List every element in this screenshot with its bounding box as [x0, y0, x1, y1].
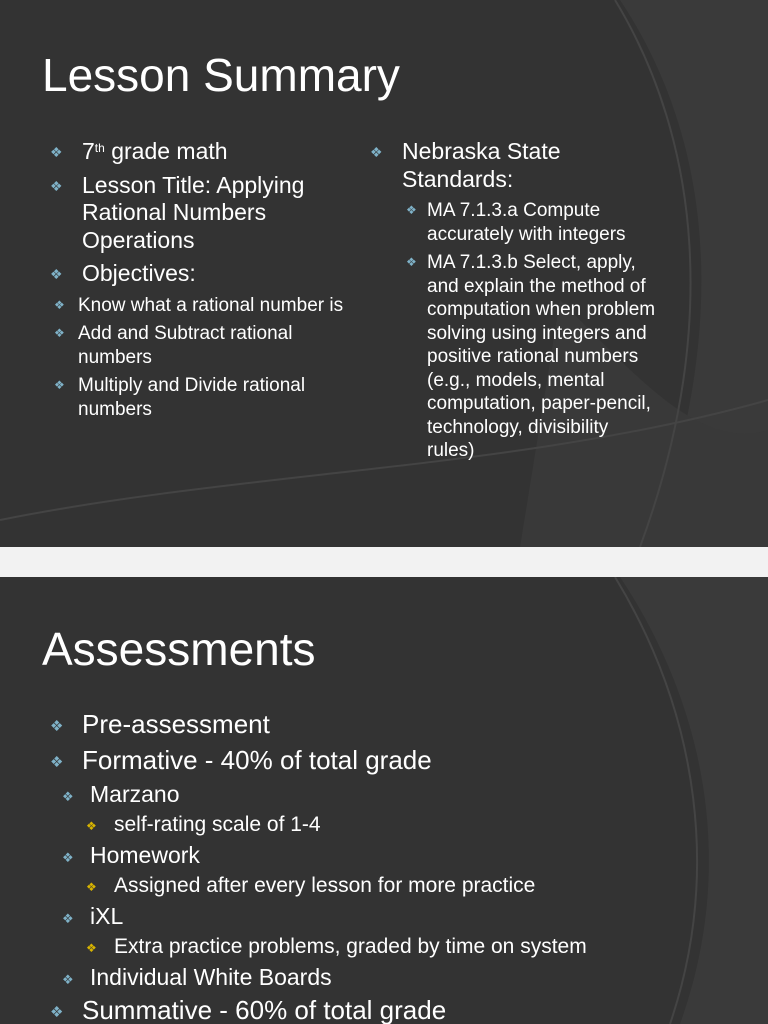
objectives-label: Objectives:	[82, 260, 196, 286]
bullet-homework-detail	[50, 873, 750, 898]
diamond-bullet-icon: ❖	[370, 144, 383, 160]
diamond-bullet-icon: ❖	[54, 297, 65, 312]
objective-text: Know what a rational number is	[78, 294, 344, 316]
diamond-bullet-icon: ❖	[50, 718, 64, 735]
standards-label: Nebraska State Standards:	[402, 138, 561, 192]
bullet-ixl	[50, 903, 750, 930]
item-text: Summative - 60% of total grade	[82, 995, 447, 1024]
diamond-bullet-icon: ❖	[50, 177, 63, 194]
diamond-bullet-icon: ❖	[406, 203, 417, 217]
objective-item	[50, 294, 350, 318]
bullet-lesson-title	[50, 172, 350, 255]
item-text: Assigned after every lesson for more practice	[114, 874, 536, 897]
diamond-bullet-icon: ❖	[62, 911, 74, 926]
bullet-marzano	[50, 781, 750, 808]
diamond-bullet-icon: ❖	[62, 850, 74, 865]
bullet-pre-assessment	[50, 709, 750, 739]
diamond-bullet-icon: ❖	[50, 266, 63, 282]
item-text: Homework	[90, 842, 200, 868]
bullet-whiteboards	[50, 964, 750, 991]
diamond-bullet-icon: ❖	[54, 378, 65, 392]
standard-item	[370, 251, 660, 463]
item-text: Extra practice problems, graded by time on system	[114, 935, 587, 958]
bullet-marzano-detail	[50, 812, 750, 837]
diamond-bullet-icon: ❖	[62, 789, 74, 804]
slide-assessments	[0, 577, 768, 1024]
item-text: Pre-assessment	[82, 709, 270, 739]
standard-item	[370, 199, 660, 246]
bullet-grade	[50, 138, 350, 166]
diamond-bullet-icon: ❖	[86, 941, 97, 955]
diamond-bullet-icon: ❖	[62, 972, 74, 987]
bullet-standards	[370, 138, 600, 193]
objective-text: Add and Subtract rational numbers	[78, 323, 293, 368]
standard-text: MA 7.1.3.b Select, apply, and explain the method of computation when problem solving using integers and positive rational numbers (e.g., models, mental computation, paper-pencil, technology, divisibility rules)	[427, 252, 656, 461]
diamond-bullet-icon: ❖	[86, 880, 97, 894]
diamond-bullet-icon: ❖	[54, 326, 65, 340]
objective-text: Multiply and Divide rational numbers	[78, 375, 306, 420]
lesson-title-text: Lesson Title: Applying Rational Numbers Operations	[82, 171, 305, 253]
standard-text: MA 7.1.3.a Compute accurately with integers	[427, 200, 626, 245]
diamond-bullet-icon: ❖	[86, 819, 97, 833]
diamond-bullet-icon: ❖	[406, 255, 417, 269]
diamond-bullet-icon: ❖	[50, 1004, 64, 1021]
assessment-list	[50, 709, 750, 1024]
bullet-formative	[50, 745, 750, 775]
slide-title: Lesson Summary	[42, 49, 400, 101]
grade-number: 7	[82, 138, 95, 164]
item-text: Formative - 40% of total grade	[82, 745, 432, 775]
grade-superscript: th	[94, 141, 105, 155]
item-text: self-rating scale of 1-4	[114, 813, 321, 836]
item-text: Individual White Boards	[90, 964, 332, 990]
diamond-bullet-icon: ❖	[50, 754, 64, 771]
bullet-objectives	[50, 260, 350, 288]
item-text: Marzano	[90, 781, 180, 807]
left-column	[50, 138, 350, 426]
diamond-bullet-icon: ❖	[50, 144, 63, 160]
objective-item	[50, 374, 350, 421]
bullet-summative	[50, 995, 750, 1024]
bullet-homework	[50, 842, 750, 869]
bullet-ixl-detail	[50, 934, 750, 959]
slide-title: Assessments	[42, 623, 316, 675]
grade-text: grade math	[104, 138, 228, 164]
right-column	[370, 138, 670, 468]
item-text: iXL	[90, 903, 124, 929]
objective-item	[50, 322, 350, 369]
